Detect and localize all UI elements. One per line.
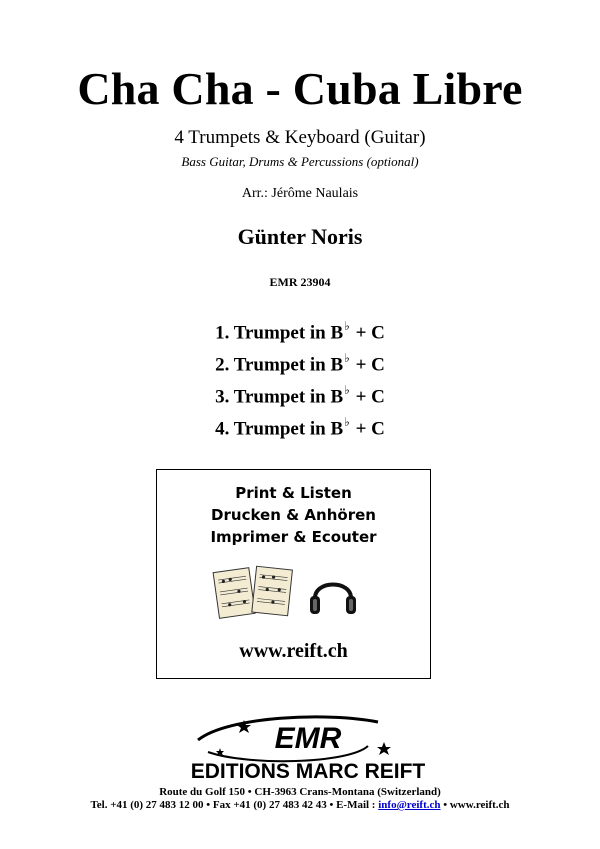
sheet-music-icon — [212, 564, 296, 620]
promo-line: Drucken & Anhören — [211, 506, 376, 524]
catalog-number: EMR 23904 — [269, 275, 331, 289]
instrumentation: 4 Trumpets & Keyboard (Guitar) — [174, 127, 426, 148]
optional-instrumentation: Bass Guitar, Drums & Percussions (optional) — [181, 154, 419, 169]
part-item: 1. Trumpet in B♭ + C — [215, 319, 385, 344]
parts-list — [0, 313, 600, 441]
promo-line: Imprimer & Ecouter — [210, 528, 377, 546]
promo-line: Print & Listen — [235, 484, 352, 502]
publisher-name: EDITIONS MARC REIFT — [190, 760, 426, 783]
email-link[interactable]: info@reift.ch — [378, 799, 441, 811]
headphones-icon — [307, 568, 359, 620]
part-item: 2. Trumpet in B♭ + C — [215, 351, 385, 376]
promo-url[interactable]: www.reift.ch — [239, 640, 348, 662]
arranger: Arr.: Jérôme Naulais — [241, 186, 359, 201]
part-item: 3. Trumpet in B♭ + C — [215, 383, 385, 408]
composer: Günter Noris — [237, 224, 363, 249]
page-title: Cha Cha - Cuba Libre — [77, 63, 523, 114]
print-listen-box — [156, 469, 431, 679]
emr-logo — [158, 712, 458, 784]
part-item: 4. Trumpet in B♭ + C — [215, 415, 385, 440]
publisher-contact: Tel. +41 (0) 27 483 12 00 • Fax +41 (0) 27 483 42 43 • E-Mail : info@reift.ch • www.reift.ch — [90, 799, 510, 811]
publisher-address: Route du Golf 150 • CH-3963 Crans-Montana (Switzerland) — [159, 786, 441, 798]
logo-text: EMR — [274, 722, 342, 755]
